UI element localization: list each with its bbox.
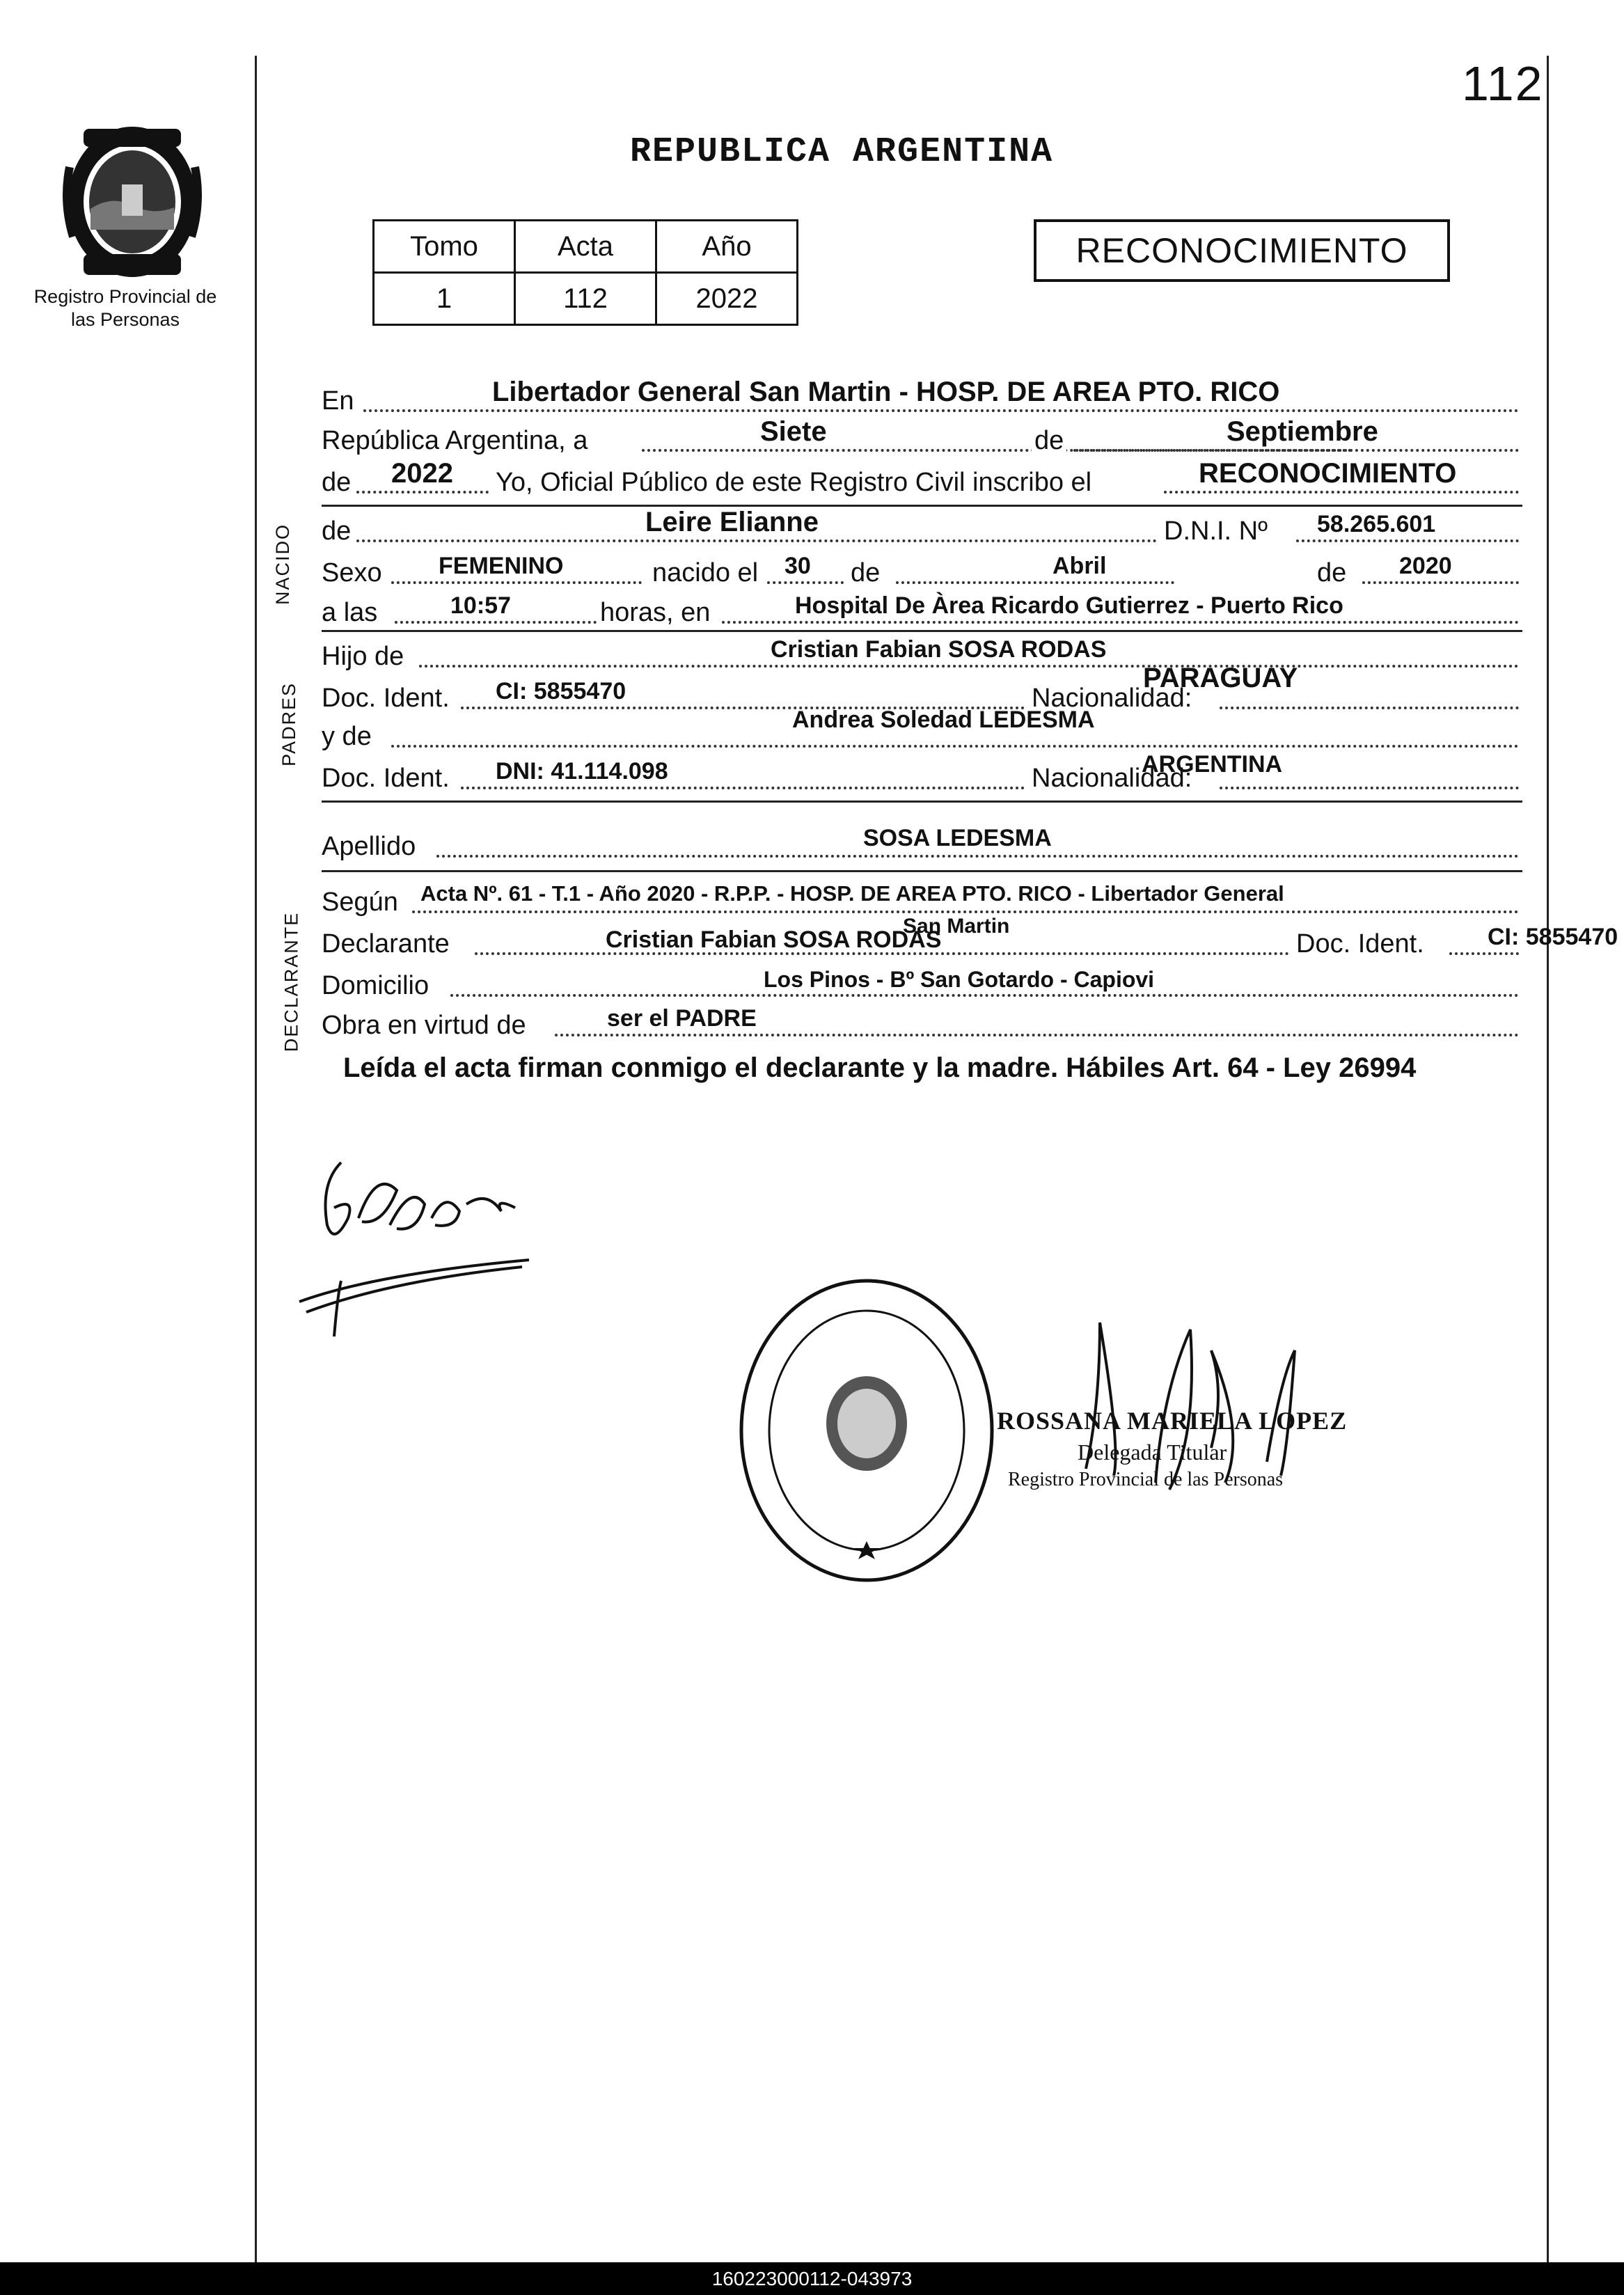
- logo-caption: Registro Provincial de las Personas: [33, 286, 217, 330]
- basis-value: ser el PADRE: [607, 1005, 757, 1032]
- dotted-line: [1362, 581, 1519, 584]
- dotted-line: [395, 621, 597, 624]
- sex-label: Sexo: [322, 558, 382, 587]
- dotted-line: [391, 581, 642, 584]
- dotted-line: [412, 910, 1519, 913]
- official-stamp: [734, 1274, 999, 1587]
- month-value: Septiembre: [1227, 416, 1378, 447]
- dotted-line: [1220, 787, 1519, 789]
- mother-value: Andrea Soledad LEDESMA: [792, 707, 1095, 733]
- according-value: Acta Nº. 61 - T.1 - Año 2020 - R.P.P. - HOSP. DE AREA PTO. RICO - Libertador General: [420, 881, 1284, 906]
- time-value: 10:57: [450, 592, 511, 619]
- statement-text: Yo, Oficial Público de este Registro Civil inscribo el: [496, 468, 1092, 497]
- year-label: de: [322, 468, 352, 497]
- dotted-line: [363, 409, 1519, 412]
- nacido-section-label: NACIDO: [272, 523, 294, 606]
- record-type-box: RECONOCIMIENTO: [1034, 219, 1450, 282]
- padres-section-label: PADRES: [278, 681, 300, 767]
- nationality-label: Nacionalidad:: [1032, 764, 1192, 793]
- surname-value: SOSA LEDESMA: [863, 825, 1052, 851]
- page-number: 112: [1462, 56, 1544, 111]
- dotted-line: [356, 539, 1157, 542]
- dotted-line: [419, 665, 1519, 668]
- table-header: Tomo: [374, 221, 515, 273]
- father-nat-value: PARAGUAY: [1143, 663, 1298, 693]
- surname-label: Apellido: [322, 832, 416, 861]
- child-name-value: Leire Elianne: [645, 507, 819, 537]
- according-continuation: San Martin: [903, 915, 1010, 938]
- dotted-line: [1296, 539, 1519, 542]
- according-label: Según: [322, 888, 398, 917]
- mother-doc-row: [322, 751, 1519, 794]
- basis-row: [322, 1006, 1519, 1041]
- left-margin-line: [255, 56, 257, 2262]
- child-name-label: de: [322, 516, 352, 546]
- dotted-line: [896, 581, 1174, 584]
- mother-row: [322, 707, 1519, 752]
- dni-label: D.N.I. Nº: [1164, 516, 1268, 546]
- father-label: Hijo de: [322, 642, 404, 671]
- right-margin-line: [1547, 56, 1549, 2262]
- nationality-label: Nacionalidad:: [1032, 684, 1192, 713]
- doc-label: Doc. Ident.: [322, 764, 450, 793]
- table-header-row: [374, 221, 798, 273]
- country-label: República Argentina, a: [322, 426, 588, 455]
- date-row: [322, 416, 1519, 456]
- de-label: de: [1032, 426, 1066, 456]
- declarant-value: Cristian Fabian SOSA RODAS: [606, 926, 942, 953]
- father-value: Cristian Fabian SOSA RODAS: [771, 636, 1107, 663]
- dotted-line: [450, 994, 1519, 997]
- time-label: a las: [322, 598, 378, 627]
- dotted-line: [1449, 952, 1519, 955]
- father-row: [322, 637, 1519, 672]
- place-value: Libertador General San Martin - HOSP. DE AREA PTO. RICO: [492, 377, 1280, 407]
- hospital-value: Hospital De Àrea Ricardo Gutierrez - Puerto Rico: [795, 592, 1343, 619]
- declarant-signature: [292, 1142, 543, 1350]
- dotted-line: [767, 581, 844, 584]
- official-org: Registro Provincial de las Personas: [1008, 1469, 1284, 1490]
- dotted-line: [722, 621, 1519, 624]
- declarant-label: Declarante: [322, 929, 450, 959]
- born-month-value: Abril: [1053, 553, 1107, 579]
- mother-doc-value: DNI: 41.114.098: [496, 758, 668, 784]
- table-header: Acta: [515, 221, 656, 273]
- day-value: Siete: [760, 416, 827, 447]
- place-label: En: [322, 386, 354, 416]
- dni-value: 58.265.601: [1317, 511, 1436, 537]
- born-label: nacido el: [652, 558, 759, 587]
- sex-value: FEMENINO: [439, 553, 564, 579]
- table-cell: 112: [515, 273, 656, 325]
- born-de-label: de: [851, 558, 881, 587]
- declarant-row: [322, 915, 1618, 959]
- table-row: [374, 273, 798, 325]
- dotted-line: [391, 745, 1519, 748]
- born-year-value: 2020: [1399, 553, 1452, 579]
- address-value: Los Pinos - Bº San Gotardo - Capiovi: [764, 967, 1155, 992]
- table-cell: 2022: [656, 273, 798, 325]
- child-name-row: [322, 507, 1519, 546]
- volume-record-table: [372, 219, 798, 326]
- country-title: REPUBLICA ARGENTINA: [630, 132, 1054, 172]
- dotted-line: [555, 1034, 1519, 1036]
- dotted-line: [1164, 491, 1519, 494]
- dotted-line: [1220, 707, 1519, 709]
- address-label: Domicilio: [322, 971, 429, 1000]
- address-row: [322, 966, 1519, 1001]
- place-row: [322, 377, 1519, 416]
- according-row: [322, 883, 1519, 917]
- official-name: ROSSANA MARIELA LOPEZ: [997, 1407, 1348, 1435]
- act-value: RECONOCIMIENTO: [1199, 458, 1457, 489]
- father-doc-value: CI: 5855470: [496, 678, 626, 704]
- year-value: 2022: [391, 458, 453, 489]
- birth-time-row: [322, 593, 1519, 628]
- declarant-doc-label: Doc. Ident.: [1296, 929, 1424, 959]
- basis-label: Obra en virtud de: [322, 1011, 526, 1040]
- section-divider: [322, 801, 1522, 803]
- mother-label: y de: [322, 722, 372, 751]
- doc-label: Doc. Ident.: [322, 684, 450, 713]
- dotted-line: [1073, 449, 1519, 452]
- section-divider: [322, 870, 1522, 872]
- declarant-doc-value: CI: 5855470: [1488, 924, 1618, 950]
- section-divider: [322, 630, 1522, 632]
- statement-row: [322, 458, 1519, 498]
- declarante-section-label: DECLARANTE: [281, 911, 302, 1052]
- born-day-value: 30: [785, 553, 811, 579]
- dotted-line: [436, 855, 1519, 858]
- surname-row: [322, 827, 1519, 862]
- section-divider: [322, 505, 1522, 507]
- hours-label: horas, en: [600, 598, 711, 627]
- closing-statement: Leída el acta firman conmigo el declarante y la madre. Hábiles Art. 64 - Ley 26994: [343, 1052, 1417, 1083]
- province-seal-logo: [56, 118, 209, 285]
- official-role: Delegada Titular: [1078, 1440, 1227, 1465]
- document-code-footer: 160223000112-043973: [0, 2262, 1624, 2295]
- table-cell: 1: [374, 273, 515, 325]
- born-de-label: de: [1317, 558, 1347, 587]
- dotted-line: [461, 787, 1025, 789]
- birth-row: [322, 553, 1519, 588]
- dotted-line: [356, 491, 489, 494]
- mother-nat-value: ARGENTINA: [1142, 751, 1283, 778]
- table-header: Año: [656, 221, 798, 273]
